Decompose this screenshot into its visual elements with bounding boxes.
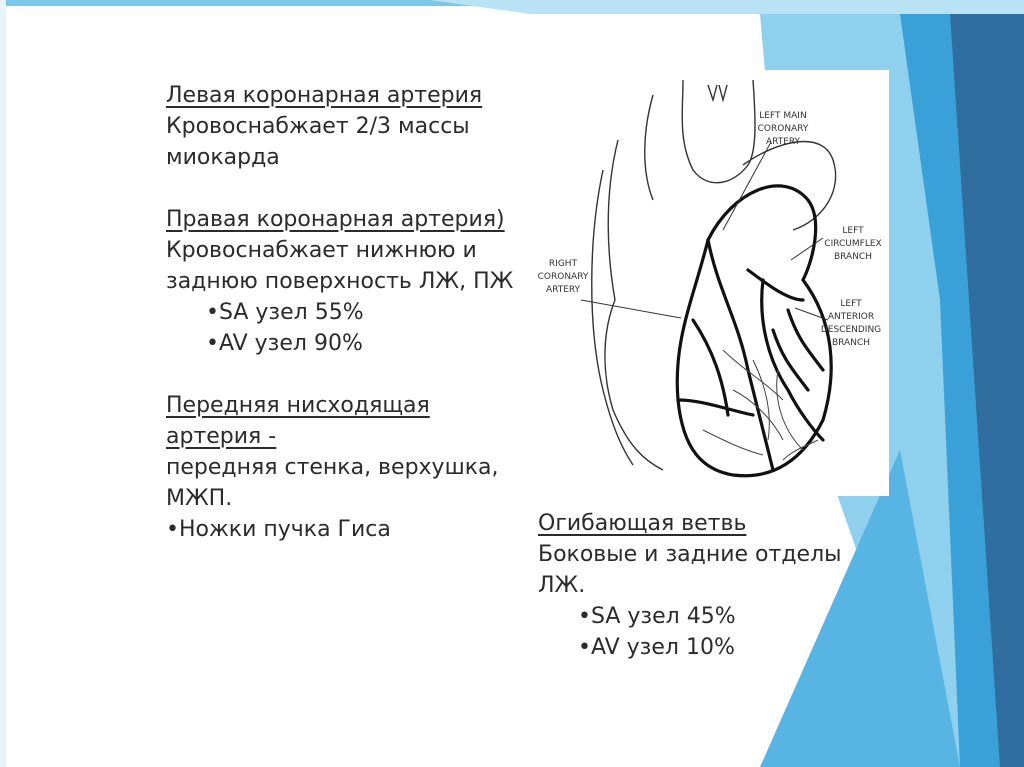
label-left-main-1: LEFT MAIN: [759, 111, 807, 121]
coronary-heart-diagram: [533, 70, 889, 496]
left-coronary-heading: Левая коронарная артерия: [166, 83, 483, 108]
anterior-descending-heading-2: артерия -: [166, 424, 277, 449]
label-anterior-3: DESCENDING: [820, 325, 882, 335]
circumflex-bullet-av: •AV узел 10%: [578, 635, 735, 660]
label-circumflex-3: BRANCH: [833, 252, 873, 262]
label-anterior-1: LEFT: [840, 299, 862, 309]
label-left-main-2: CORONARY: [757, 124, 809, 134]
right-coronary-bullet-av: •AV узел 90%: [206, 331, 363, 356]
anterior-descending-heading-1: Передняя нисходящая: [166, 393, 430, 418]
label-anterior-4: BRANCH: [831, 338, 871, 348]
right-coronary-bullet-sa: •SA узел 55%: [206, 300, 364, 325]
label-right-coronary-3: ARTERY: [545, 285, 581, 295]
anterior-descending-line-1: передняя стенка, верхушка,: [166, 455, 499, 480]
circumflex-line-1: Боковые и задние отделы: [538, 542, 842, 567]
label-right-coronary-1: RIGHT: [548, 259, 578, 269]
label-left-main-3: ARTERY: [765, 137, 801, 147]
left-coronary-line-2: миокарда: [166, 145, 280, 170]
right-coronary-line-2: заднюю поверхность ЛЖ, ПЖ: [166, 269, 514, 294]
label-circumflex-2: CIRCUMFLEX: [824, 239, 882, 249]
right-coronary-line-1: Кровоснабжает нижнюю и: [166, 238, 477, 263]
heart-diagram-panel: [533, 70, 889, 496]
right-coronary-heading: Правая коронарная артерия): [166, 207, 505, 232]
right-text-column: [538, 508, 842, 663]
circumflex-heading: Огибающая ветвь: [538, 511, 747, 536]
circumflex-line-2: ЛЖ.: [538, 573, 586, 598]
left-text-column: [166, 80, 513, 545]
left-coronary-line-1: Кровоснабжает 2/3 массы: [166, 114, 470, 139]
circumflex-bullet-sa: •SA узел 45%: [578, 604, 736, 629]
anterior-descending-line-2: МЖП.: [166, 486, 233, 511]
label-right-coronary-2: CORONARY: [537, 272, 589, 282]
label-circumflex-1: LEFT: [842, 226, 864, 236]
anterior-descending-bullet: •Ножки пучка Гиса: [166, 517, 391, 542]
label-anterior-2: ANTERIOR: [827, 312, 875, 322]
